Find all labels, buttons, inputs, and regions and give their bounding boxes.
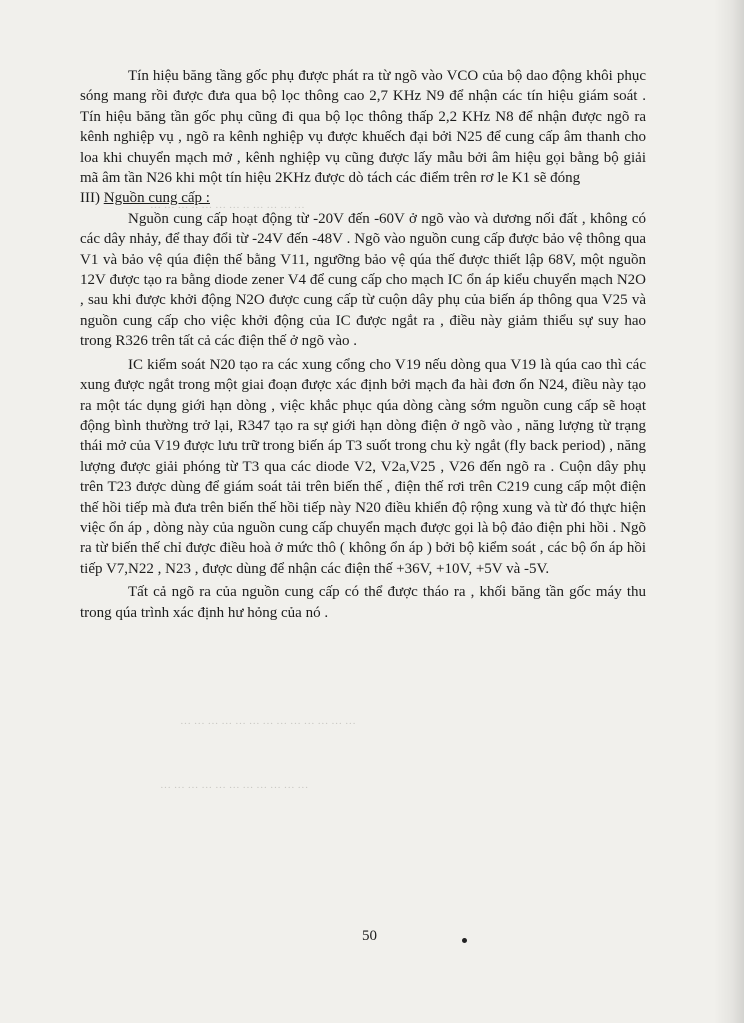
section-heading xyxy=(80,188,646,208)
document-body xyxy=(80,66,646,623)
paragraph-outputs: Tất cả ngõ ra của nguồn cung cấp có thể được tháo ra , khối băng tần gốc máy thu trong qúa trình xác định hư hỏng của nó . xyxy=(80,584,646,621)
section-title: Nguồn cung cấp : xyxy=(103,190,210,207)
bleed-through-text: ··· ··· ··· ·· ··· ··· ··· ·· ··· ··· ··· ··· xyxy=(150,202,305,214)
page-edge-shadow xyxy=(714,0,744,1023)
speck-mark xyxy=(462,938,467,943)
section-number: III) xyxy=(80,190,100,207)
paragraph-control-ic: IC kiểm soát N20 tạo ra các xung cổng cho V19 nếu dòng qua V19 là qúa cao thì các xung được ngắt trong một giai đoạn được xác định bởi mạch đa hài đơn ổn N24, điều này tạo ra một tác dụng giới hạn dòng , việc khắc phục qúa dòng càng sớm nguồn cung cấp sẽ hoạt động bình thường trở lại, R347 tạo ra sự giới hạn dòng điện ở ngõ vào , năng lượng từ trạng thái mở của V19 được lưu trữ trong biến áp T3 suốt trong chu kỳ ngắt (fly back period) , năng lượng được giải phóng từ T3 qua các diode V2, V2a,V25 , V26 đến ngõ ra . Cuộn dây phụ trên T23 được dùng để giám soát tải trên biến thế , điện thế rơi trên C219 cung cấp một điện thế hồi tiếp mà đưa trên biến thế hồi tiếp này N20 điều khiển độ rộng xung và từ đó thực hiện việc ổn áp , dòng này của nguồn cung cấp chuyển mạch được gọi là bộ đảo điện phi hồi . Ngõ ra từ biến thế chỉ được điều hoà ở mức thô ( không ổn áp ) bởi bộ kiểm soát , các bộ ổn áp hồi tiếp V7,N22 , N23 , được dùng để nhận các điện thế +36V, +10V, +5V và -5V. xyxy=(80,356,646,577)
bleed-through-text: ··· ··· ··· ··· ··· ··· ··· ··· ··· ··· ··· xyxy=(160,782,309,794)
paragraph-power-supply: Nguồn cung cấp hoạt động từ -20V đến -60V ở ngõ vào và dương nối đất , không có các dây nhảy, để thay đổi từ -24V đến -48V . Ngõ vào nguồn cung cấp được bảo vệ thông qua V1 và bảo vệ qúa điện thế bằng V11, ngưỡng bảo vệ qúa thế được thiết lập 68V, một nguồn 12V được tạo ra bằng diode zener V4 để cung cấp cho mạch IC ổn áp kiểu chuyển mạch N2O , sau khi được khởi động N2O được cung cấp từ cuộn dây phụ của biến áp thông qua V25 và nguồn cung cấp cho việc khởi động của IC được ngắt ra , điều này giảm thiểu sự suy hao trong R326 trên tất cả các điện thế ở ngõ vào . xyxy=(80,210,646,350)
bleed-through-text: ··· ··· ··· ··· ··· ··· ··· ··· ··· ··· ··· ··· ··· xyxy=(180,718,356,730)
page-number: 50 xyxy=(362,928,377,944)
paragraph-baseband-signal: Tín hiệu băng tầng gốc phụ được phát ra từ ngõ vào VCO của bộ dao động khôi phục sóng mang rồi được đưa qua bộ lọc thông cao 2,7 KHz N9 để nhận các tín hiệu giám soát . Tín hiệu băng tần gốc phụ cũng đi qua bộ lọc thông thấp 2,2 KHz N8 để nhận được ngõ ra kênh nghiệp vụ , ngõ ra kênh nghiệp vụ được khuếch đại bởi N25 để cung cấp âm thanh cho loa khi chuyển mạch mở , kênh nghiệp vụ cũng được lấy mẫu bởi âm hiệu gọi bằng bộ giải mã âm tần N26 khi một tín hiệu 2KHz được dò tách các điểm trên rơ le K1 sẽ đóng xyxy=(80,68,646,187)
